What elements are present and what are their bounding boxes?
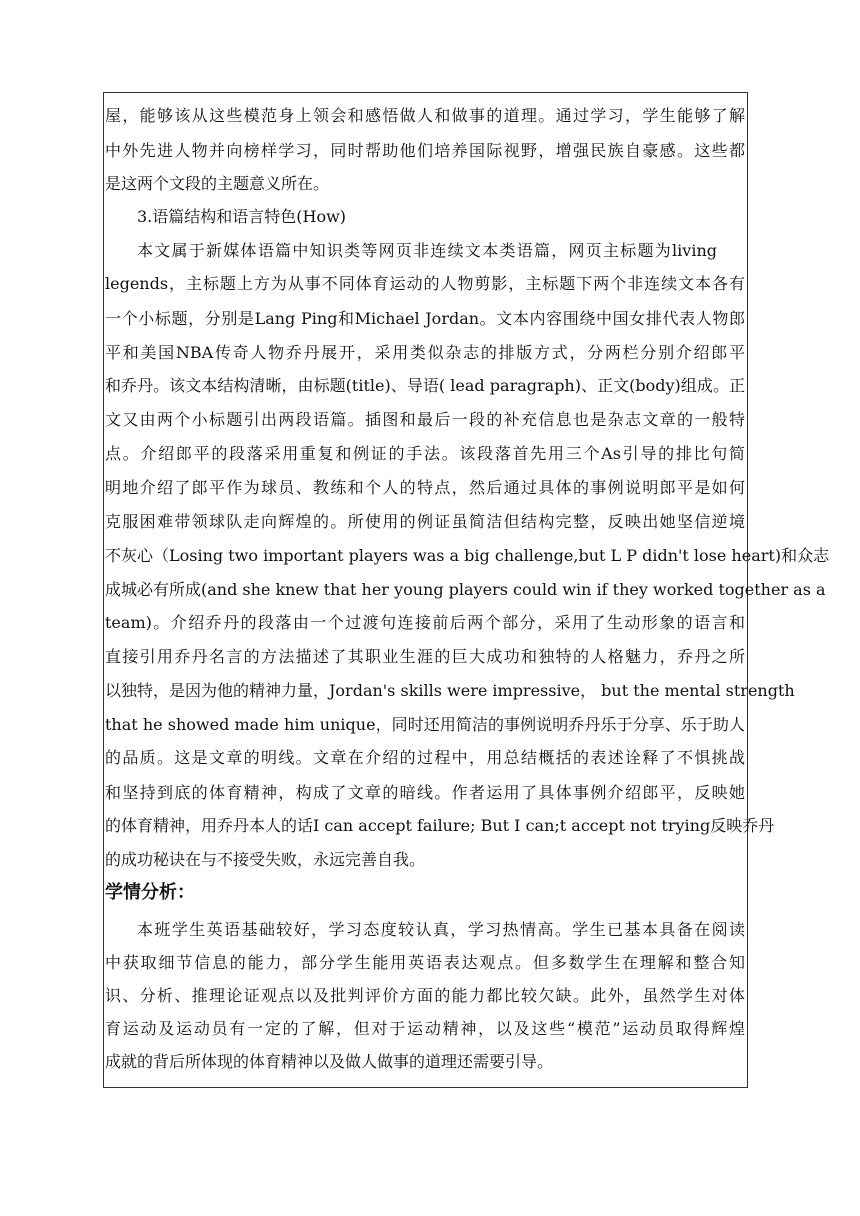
- text-line: 不灰心（Losing two important players was a big challenge,but L P didn't lose heart)和众志: [105, 546, 830, 565]
- text-line: 屋，能够该从这些模范身上领会和感悟做人和做事的道理。通过学习，学生能够了解: [105, 106, 745, 125]
- text-line: 和坚持到底的体育精神，构成了文章的暗线。作者运用了具体事例介绍郎平，反映她: [105, 783, 745, 802]
- section-heading: 3.语篇结构和语言特色(How): [137, 207, 347, 226]
- text-line: 克服困难带领球队走向辉煌的。所使用的例证虽简洁但结构完整，反映出她坚信逆境: [105, 512, 745, 531]
- text-line: 中外先进人物并向榜样学习，同时帮助他们培养国际视野，增强民族自豪感。这些都: [105, 141, 745, 160]
- text-line: 一个小标题，分别是Lang Ping和Michael Jordan。文本内容围绕中国女排代表人物郎: [105, 309, 745, 328]
- text-line: 本班学生英语基础较好，学习态度较认真，学习热情高。学生已基本具备在阅读: [137, 920, 745, 939]
- text-line: 的成功秘诀在与不接受失败，永远完善自我。: [105, 850, 426, 869]
- text-line: 中获取细节信息的能力，部分学生能用英语表达观点。但多数学生在理解和整合知: [105, 953, 745, 972]
- text-line: legends，主标题上方为从事不同体育运动的人物剪影，主标题下两个非连续文本各有: [105, 274, 745, 293]
- text-line: 文又由两个小标题引出两段语篇。插图和最后一段的补充信息也是杂志文章的一般特: [105, 410, 745, 429]
- text-line: that he showed made him unique，同时还用简洁的事例说明乔丹乐于分享、乐于助人: [105, 715, 745, 734]
- text-line: 直接引用乔丹名言的方法描述了其职业生涯的巨大成功和独特的人格魅力，乔丹之所: [105, 647, 745, 666]
- text-line: 以独特，是因为他的精神力量，Jordan's skills were impressive， but the mental strength: [105, 681, 795, 700]
- text-line: 成城必有所成(and she knew that her young players could win if they worked together as a: [105, 580, 826, 599]
- text-line: 的品质。这是文章的明线。文章在介绍的过程中，用总结概括的表述诠释了不惧挑战: [105, 748, 745, 767]
- text-line: 识、分析、推理论证观点以及批判评价方面的能力都比较欠缺。此外，虽然学生对体: [105, 986, 745, 1005]
- text-line: 成就的背后所体现的体育精神以及做人做事的道理还需要引导。: [105, 1052, 554, 1071]
- text-line: 育运动及运动员有一定的了解，但对于运动精神，以及这些“模范”运动员取得辉煌: [105, 1019, 745, 1038]
- text-line: 是这两个文段的主题意义所在。: [105, 174, 330, 193]
- text-line: team)。介绍乔丹的段落由一个过渡句连接前后两个部分，采用了生动形象的语言和: [105, 613, 745, 632]
- text-line: 点。介绍郎平的段落采用重复和例证的手法。该段落首先用三个As引导的排比句简: [105, 444, 745, 463]
- text-line: 本文属于新媒体语篇中知识类等网页非连续文本类语篇，网页主标题为living: [137, 241, 717, 260]
- text-line: 明地介绍了郎平作为球员、教练和个人的特点，然后通过具体的事例说明郎平是如何: [105, 478, 745, 497]
- text-line: 和乔丹。该文本结构清晰，由标题(title)、导语( lead paragraph)、正文(body)组成。正: [105, 376, 745, 395]
- text-line: 平和美国NBA传奇人物乔丹展开，采用类似杂志的排版方式，分两栏分别介绍郎平: [105, 343, 745, 362]
- text-line: 的体育精神，用乔丹本人的话I can accept failure; But I can;t accept not trying反映乔丹: [105, 816, 775, 835]
- analysis-heading: 学情分析：: [105, 882, 195, 903]
